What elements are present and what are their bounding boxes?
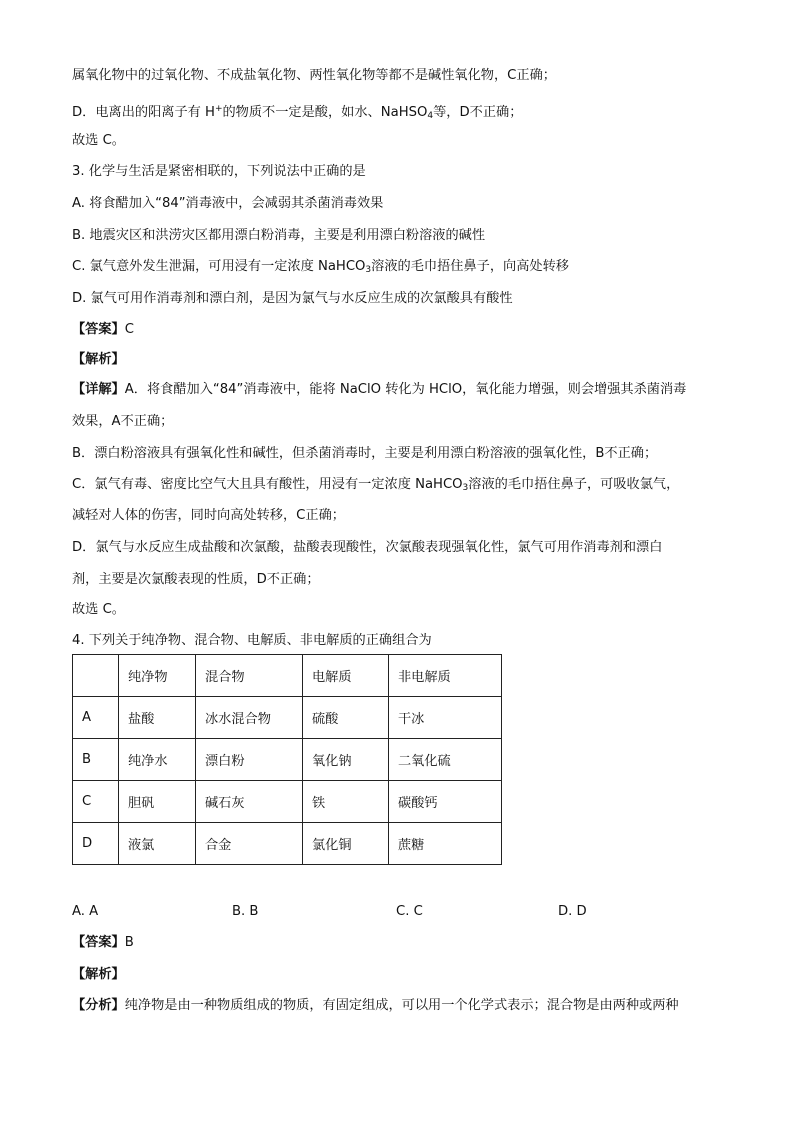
q3-detail-line-4-pre: C．氯气有毒、密度比空气大且具有酸性，用浸有一定浓度 NaHCO [72,477,463,492]
table-header-cell: 电解质 [303,655,389,697]
q3-stem: 3. 化学与生活是紧密相联的，下列说法中正确的是 [72,164,366,179]
table-cell: 干冰 [389,697,502,739]
table-row [73,697,502,739]
q4-stem: 4. 下列关于纯净物、混合物、电解质、非电解质的正确组合为 [72,633,432,648]
sulfate-subscript: 4 [427,111,434,121]
q3-analysis-tag: 【解析】 [72,352,125,367]
table-cell: 二氧化硫 [389,739,502,781]
q3-analysis-heading [72,350,125,370]
q4-option-c: C. C [396,904,423,919]
q4-analysis-line [72,996,679,1016]
q3-option-c-pre: C. 氯气意外发生泄漏，可用浸有一定浓度 NaHCO [72,259,366,274]
q3-detail-line-6: D．氯气与水反应生成盐酸和次氯酸，盐酸表现酸性，次氯酸表现强氧化性，氯气可用作消毒剂和漂白 [72,540,663,555]
table-cell: 合金 [196,823,303,865]
table-cell: A [73,697,119,739]
table-cell: 纯净水 [119,739,196,781]
table-cell: C [73,781,119,823]
table-row [73,739,502,781]
q3-option-d: D. 氯气可用作消毒剂和漂白剂，是因为氯气与水反应生成的次氯酸具有酸性 [72,291,513,306]
table-cell: 漂白粉 [196,739,303,781]
table-row [73,781,502,823]
intro-line-2-part-a: D．电离出的阳离子有 H [72,105,215,120]
intro-line-2-part-c: 等，D不正确； [433,105,523,120]
q3-option-a: A. 将食醋加入“84”消毒液中，会减弱其杀菌消毒效果 [72,196,384,211]
q4-option-a: A. A [72,904,99,919]
q3-detail-text-1: A．将食醋加入“84”消毒液中，能将 NaClO 转化为 HClO，氧化能力增强，则会增强其杀菌消毒 [124,382,687,397]
q4-analysis-text: 纯净物是由一种物质组成的物质，有固定组成，可以用一个化学式表示；混合物是由两种或两种 [124,998,679,1013]
q4-option-b: B. B [232,904,259,919]
table-cell: 硫酸 [303,697,389,739]
table-cell: 胆矾 [119,781,196,823]
q3-conclusion: 故选 C。 [72,602,125,617]
table-header-cell [73,655,119,697]
q3-answer [72,320,134,340]
q3-detail-line-5: 减轻对人体的伤害，同时向高处转移，C正确； [72,508,345,523]
table-cell: 盐酸 [119,697,196,739]
q3-detail-line-2: 效果，A不正确； [72,414,174,429]
table-cell: D [73,823,119,865]
table-cell: 碱石灰 [196,781,303,823]
intro-line-2 [72,99,522,126]
classification-table [72,654,502,865]
table-header-cell: 非电解质 [389,655,502,697]
table-header-cell: 混合物 [196,655,303,697]
table-header-row [73,655,502,697]
q4-option-d: D. D [558,904,587,919]
q4-analysis-head: 【分析】 [72,998,125,1013]
q3-answer-value: C [124,322,134,337]
q3-option-b: B. 地震灾区和洪涝灾区都用漂白粉消毒，主要是利用漂白粉溶液的碱性 [72,228,486,243]
table-cell: 碳酸钙 [389,781,502,823]
table-row [73,823,502,865]
q4-answer [72,933,134,953]
table-cell: 氧化钠 [303,739,389,781]
table-cell: B [73,739,119,781]
table-cell: 氯化铜 [303,823,389,865]
table-cell: 铁 [303,781,389,823]
intro-line-1: 属氧化物中的过氧化物、不成盐氧化物、两性氧化物等都不是碱性氧化物，C正确； [72,68,556,83]
table-cell: 液氯 [119,823,196,865]
q4-analysis-tag: 【解析】 [72,967,125,982]
hydrogen-ion-charge: + [214,104,223,114]
q3-option-c [72,257,569,280]
table-cell: 冰水混合物 [196,697,303,739]
q3-detail-line-1 [72,380,686,400]
q3-answer-tag: 【答案】 [72,322,125,337]
q3-detail-line-4-post: 溶液的毛巾捂住鼻子，可吸收氯气， [468,477,680,492]
intro-line-2-part-b: 的物质不一定是酸，如水、NaHSO [222,105,428,120]
q4-answer-value: B [124,935,134,950]
q4-analysis-heading [72,965,125,985]
q3-detail-line-3: B．漂白粉溶液具有强氧化性和碱性，但杀菌消毒时，主要是利用漂白粉溶液的强氧化性，B不正确； [72,446,658,461]
q4-answer-tag: 【答案】 [72,935,125,950]
q3-detail-line-4-subscript: 3 [462,483,469,493]
intro-conclusion: 故选 C。 [72,133,125,148]
q3-option-c-subscript: 3 [365,265,372,275]
q3-option-c-post: 溶液的毛巾捂住鼻子，向高处转移 [371,259,569,274]
table-header-cell: 纯净物 [119,655,196,697]
q3-detail-line-4 [72,475,679,498]
table-cell: 蔗糖 [389,823,502,865]
q3-detail-line-7: 剂，主要是次氯酸表现的性质，D不正确； [72,572,320,587]
q3-detail-tag: 【详解】 [72,382,125,397]
